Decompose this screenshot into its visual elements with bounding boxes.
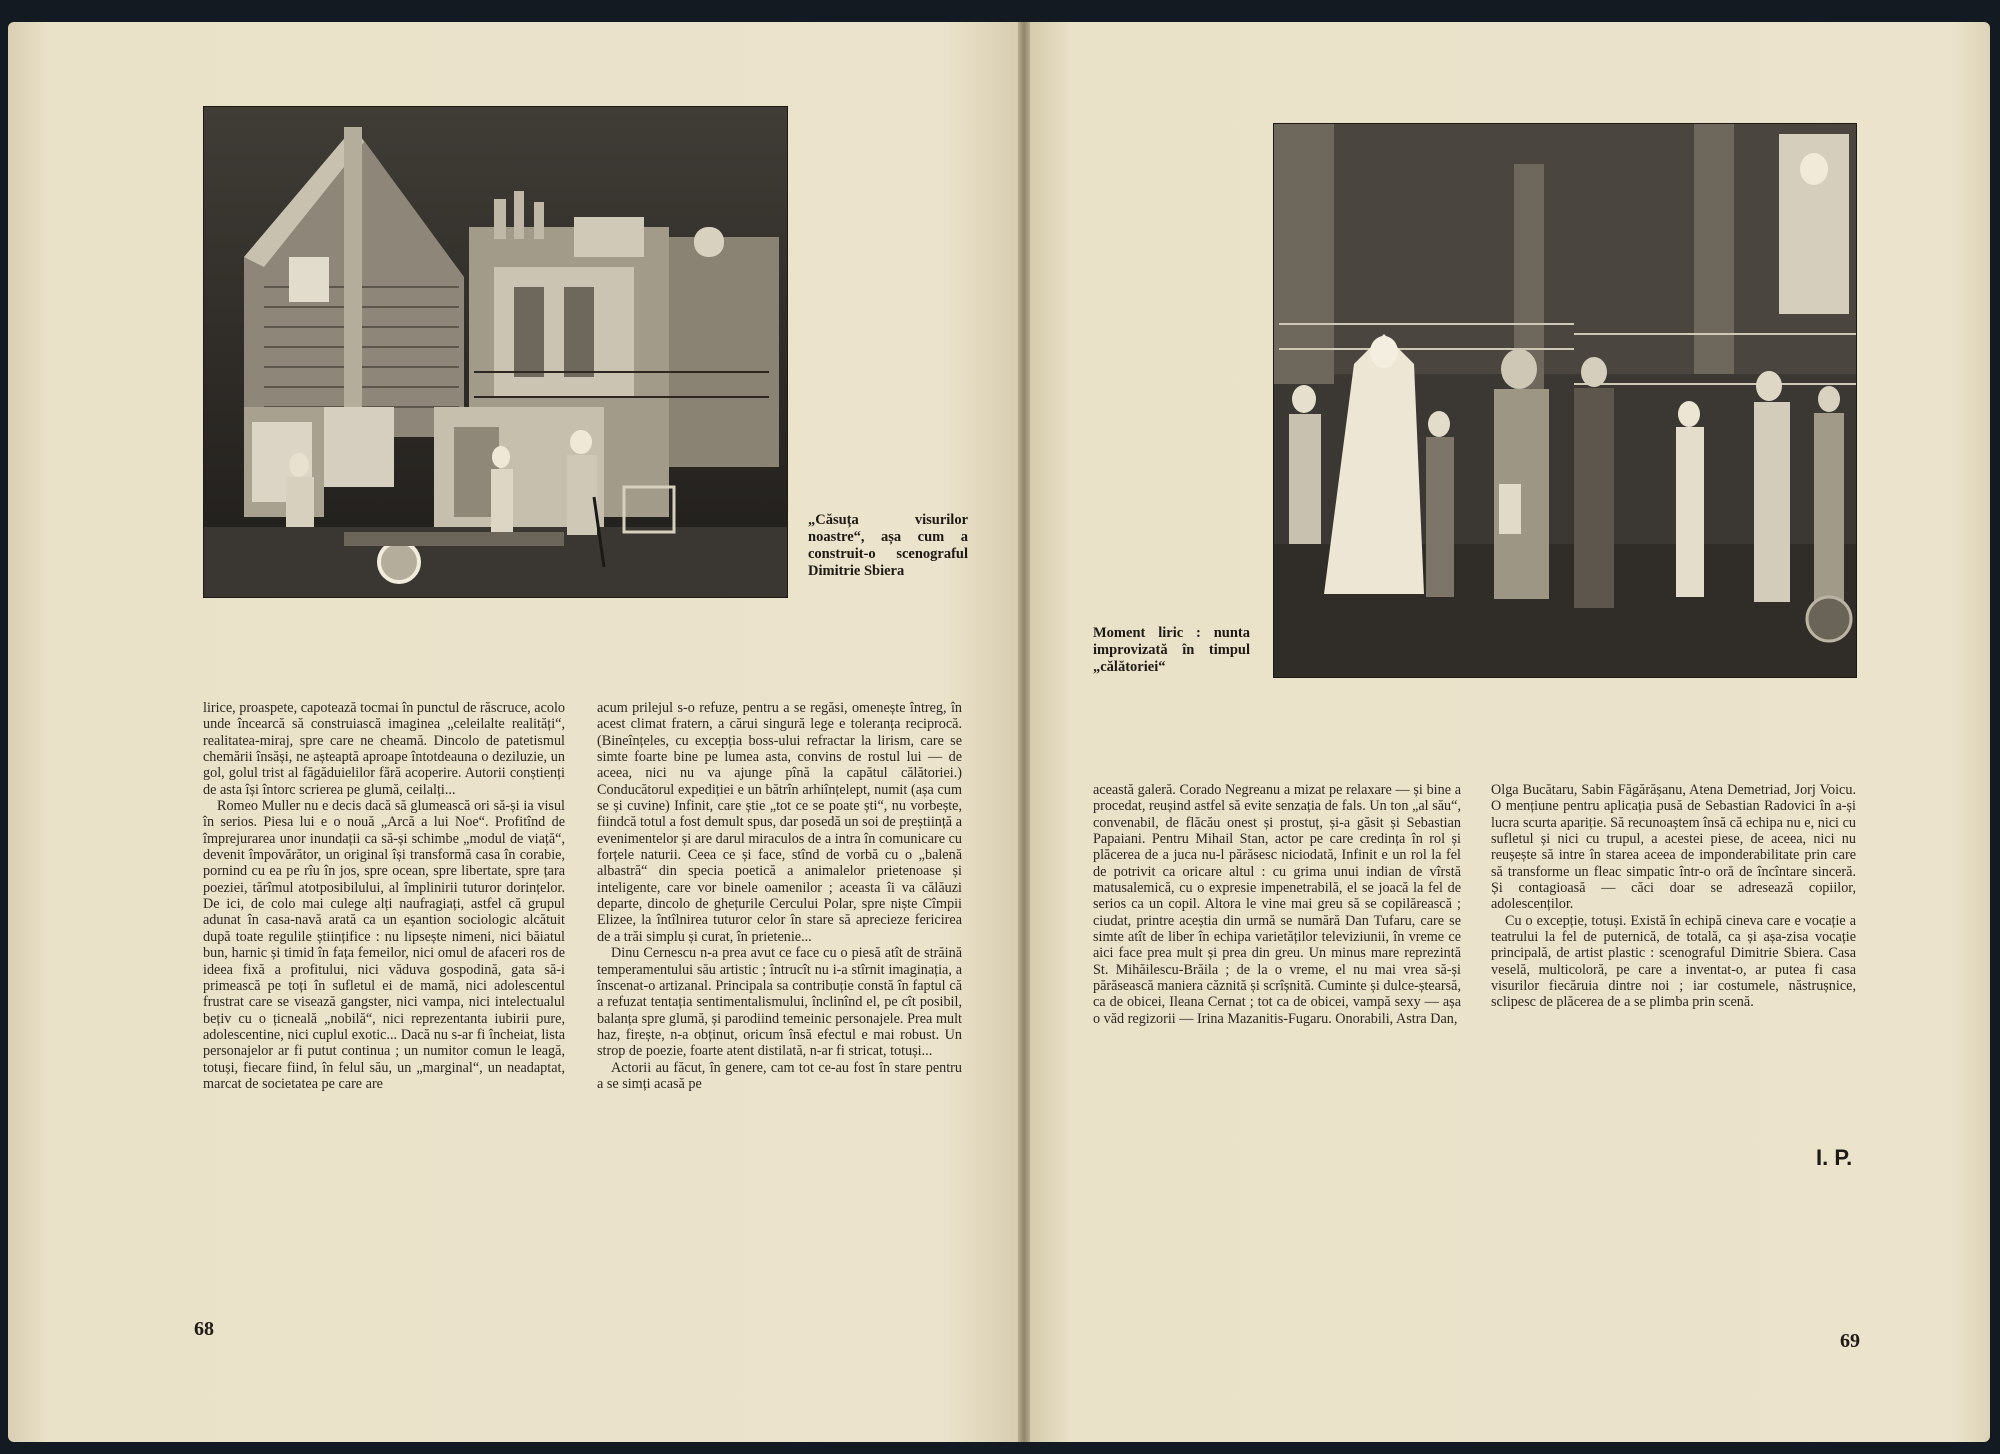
left-column-1 bbox=[203, 700, 565, 1092]
paragraph: acum prilejul s-o refuze, pentru a se regăsi, omenește întreg, în acest climat fratern, a cărui singură lege e toleranța reciprocă. (Bineînțeles, cu excepția boss-ului refractar la lirism, care se simte foarte bine pe lumea asta, convins de rostul lui — de aceea, nici nu va ajunge pînă la capătul călătoriei.) Conducătorul expediției e un bătrîn arhiînțelept, numit (așa cum se și cuvine) Infinit, care știe „tot ce se poate ști“, nu vorbește, fiindcă totul a fost demult spus, dar posedă un soi de preștiință a evenimentelor și are darul miraculos de a intra în comunicare cu forțele naturii. Ceea ce și face, stînd de vorbă cu o „balenă albastră“ din specia poetică a animalelor prietenoase și inteligente, care vor binele oamenilor ; aceasta îi va călăuzi departe, dincolo de ghețurile Cercului Polar, spre niște Cîmpii Elizee, la întîlnirea tuturor celor în stare să aprecieze fericirea de a trăi simplu și curat, în prietenie... bbox=[597, 700, 962, 945]
right-column-1 bbox=[1093, 782, 1461, 1027]
book-gutter bbox=[1018, 22, 1030, 1442]
left-column-2 bbox=[597, 700, 962, 1092]
paragraph: Cu o excepție, totuși. Există în echipă cineva care e vocație a teatrului la fel de puternică, de totală, ca și așa-zisa vocație principală, de artist plastic : scenograful Dimitrie Sbiera. Casa veselă, multicoloră, pe care a inventat-o, ar putea fi casa visurilor fiecăruia dintre noi ; iar costumele, năstrușnice, sclipesc de plăcerea de a se plimba prin scenă. bbox=[1491, 912, 1856, 1011]
paragraph: Dinu Cernescu n-a prea avut ce face cu o piesă atît de străină temperamentului său artistic ; întrucît nu i-a stîrnit imaginația, a înscenat-o artizanal. Principala sa contribuție constă în faptul că a refuzat tentația sentimentalismului, înclinînd el, pe cît posibil, balanța spre glumă, și parodiind temeinic personajele. Prea mult haz, firește, n-a obținut, oricum însă efectul e mai robust. Un strop de poezie, foarte atent distilată, n-ar fi stricat, totuși... bbox=[597, 945, 962, 1060]
paragraph: această galeră. Corado Negreanu a mizat pe relaxare — și bine a procedat, reușind astfel să evite senzația de fals. Un ton „al său“, convenabil, de flăcău onest și prostuț, și-a găsit și Sebastian Papaiani. Pentru Mihail Stan, actor pe care credința în rol și plăcerea de a juca nu-l părăsesc niciodată, Infinit e un rol la fel de potrivit ca oricare altul : cu grima unui indian de vîrstă matusalemică, cu o expresie impenetrabilă, el se joacă la fel de serios ca un copil. Altora le vine mai greu să se copilărească ; ciudat, printre aceștia din urmă se numără Dan Tufaru, care se simte atît de liber în echipa varietăților televiziunii, în vreme ce aici face prea mult și prea din greu. Un minus mare reprezintă St. Mihăilescu-Brăila ; de la o vreme, el nu mai vrea să-și părăsească maniera căznită și scrîșnită. Cuminte și dulce-ștearsă, ca de obicei, Ileana Cernat ; tot ca de obicei, vampă sexy — așa o văd regizorii — Irina Mazanitis-Fugaru. Onorabili, Astra Dan, bbox=[1093, 782, 1461, 1027]
stage-house-photo bbox=[203, 106, 788, 598]
page-number-left: 68 bbox=[194, 1318, 214, 1340]
author-signature: I. P. bbox=[1816, 1145, 1853, 1170]
paragraph: Romeo Muller nu e decis dacă să glumească ori să-și ia visul în serios. Piesa lui e o nouă „Arcă a lui Noe“. Profitînd de împrejurarea unor inundații ca să-și schimbe „modul de viață“, devenit împovărător, un original își transformă casa în corabie, pornind cu ea pe rîu în jos, spre ocean, spre libertate, spre țara poeziei, tărîmul atotposibilului, al împlinirii tuturor dorințelor. De ici, de colo mai culege alți naufragiați, astfel că grupul adunat în casa-navă arată ca un eșantion sociologic alcătuit după toate regulile științifice : nu lipsește nimeni, nici băiatul bun, harnic și timid în fața femeilor, nici omul de afaceri ros de ideea fixă a profitului, nici văduva gospodină, gata să-i primească pe toți în sufletul ei de mamă, nici adolescentul frustrat care se visează gangster, nici vampa, nici intelectualul bețiv cu o țicneală „nobilă“, nici reprezentanta iubirii pure, adolescentine, nici cuplul exotic... Dacă nu s-ar fi încheiat, lista personajelor ar fi putut continua ; un numitor comun le leagă, totuși, fiecare fiind, în felul său, un „marginal“, un neadaptat, marcat de societatea pe care are bbox=[203, 798, 565, 1092]
paragraph: Actorii au făcut, în genere, cam tot ce-au fost în stare pentru a se simți acasă pe bbox=[597, 1059, 962, 1092]
page-number-right: 69 bbox=[1840, 1330, 1860, 1352]
wedding-scene-photo bbox=[1273, 123, 1857, 678]
right-photo-caption: Moment liric : nunta improvizată în timpul „călătoriei“ bbox=[1093, 625, 1250, 675]
paragraph: lirice, proaspete, capotează tocmai în punctul de răscruce, acolo unde încearcă să construiască imaginea „celeilalte realități“, realitatea-miraj, spre care ne cheamă. Dincolo de patetismul chemării însăși, ne așteaptă aproape întotdeauna o deziluzie, un gol, golul trist al făgăduielilor fără acoperire. Autorii conștienți de asta își întorc scrierea pe glumă, ceilalți... bbox=[203, 700, 565, 798]
paragraph: Olga Bucătaru, Sabin Făgărășanu, Atena Demetriad, Jorj Voicu. O mențiune pentru aplicația pusă de Sebastian Radovici în a-și lucra scurta apariție. Să recunoaștem însă că echipa nu e, nici cu sufletul și nici cu trupul, a acestei piese, de aceea, nici nu reușește să intre în starea aceea de imponderabilitate prin care să transforme un fleac simpatic într-o oră de încîntare sinceră. Și contagioasă — căci doar se adresează copiilor, adolescenților. bbox=[1491, 782, 1856, 913]
right-column-2 bbox=[1491, 782, 1856, 1011]
left-photo-caption: „Căsuța visurilor noastre“, așa cum a construit-o scenograful Dimitrie Sbiera bbox=[808, 512, 968, 579]
